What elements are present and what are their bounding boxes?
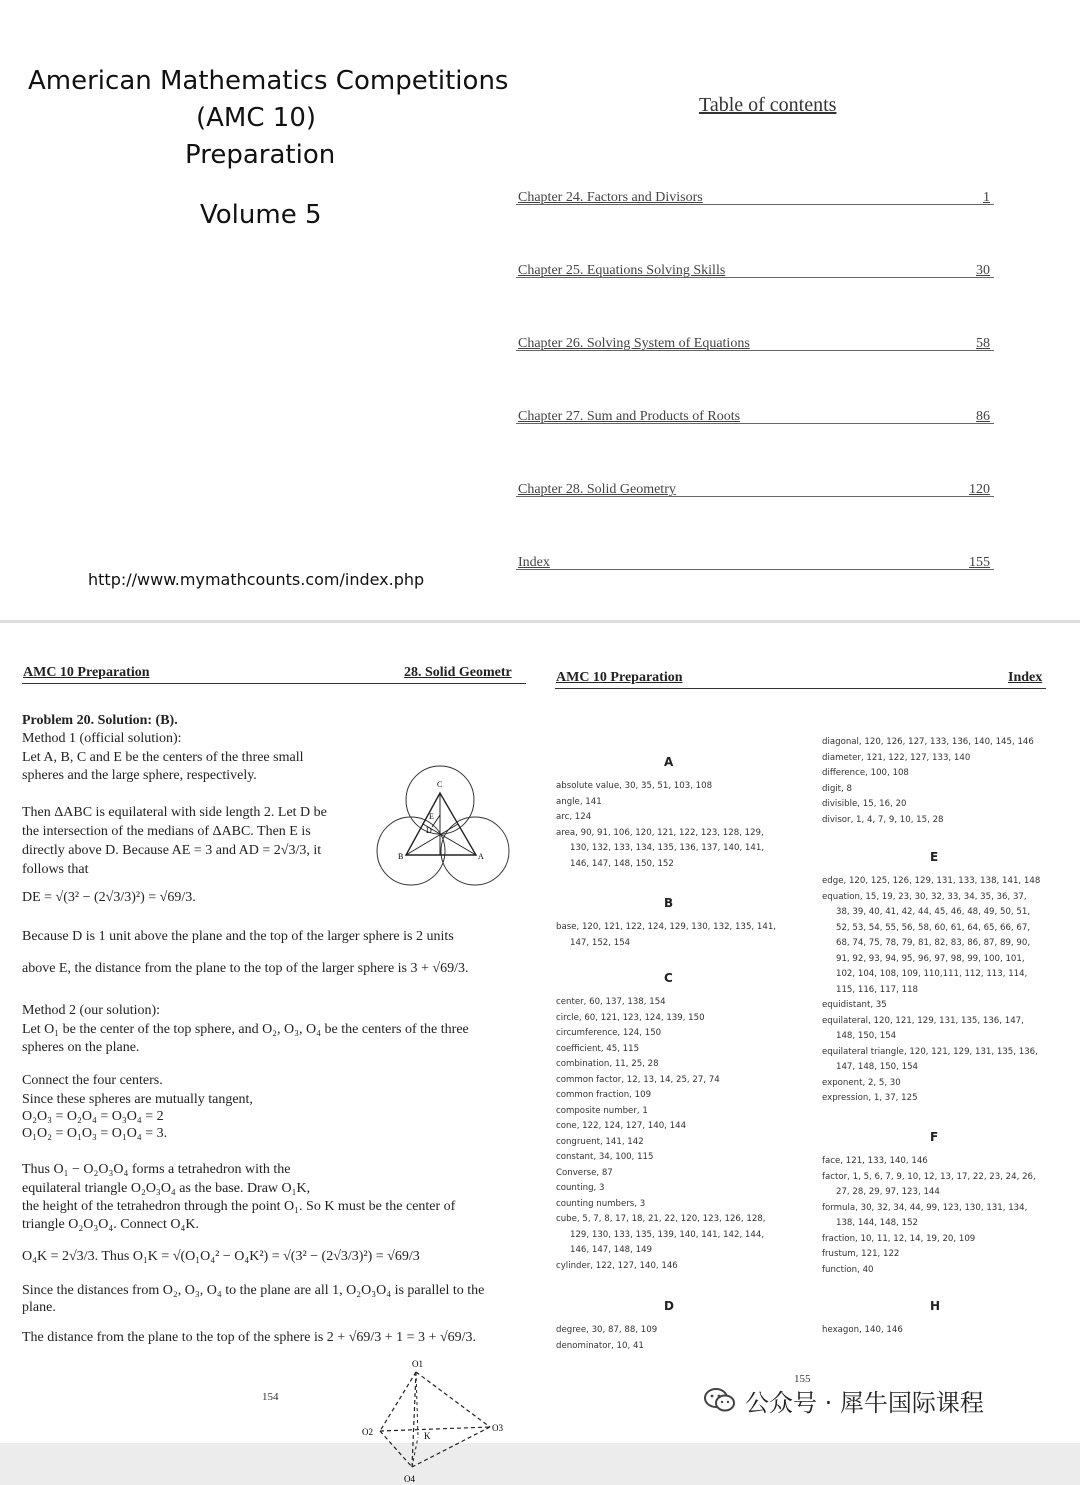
index-entry: 115, 116, 117, 118 xyxy=(836,984,919,995)
index-section xyxy=(822,874,1040,1107)
figure2-label-k: K xyxy=(424,1431,431,1441)
figure2-label-o1: O1 xyxy=(412,1359,423,1369)
index-section xyxy=(822,735,1034,828)
index-entry: expression, 1, 37, 125 xyxy=(822,1093,918,1103)
solution-line: Let O₁ be the center of the top sphere, and O₂, O₃, O₄ be the centers of the three xyxy=(22,1022,469,1037)
index-entry: circle, 60, 121, 123, 124, 139, 150 xyxy=(556,1012,705,1023)
index-entry: counting, 3 xyxy=(556,1183,605,1193)
index-entry: cone, 122, 124, 127, 140, 144 xyxy=(556,1121,687,1131)
index-entry: cylinder, 122, 127, 140, 146 xyxy=(556,1260,678,1271)
index-entry: divisible, 15, 16, 20 xyxy=(822,799,907,809)
figure1-label-e: E xyxy=(429,812,434,821)
right-header-title: AMC 10 Preparation xyxy=(556,670,683,685)
toc-heading: Table of contents xyxy=(699,94,837,116)
index-section xyxy=(556,920,776,951)
right-page-number: 155 xyxy=(794,1373,811,1385)
tetrahedron-figure xyxy=(358,1355,508,1485)
index-entry: 147, 148, 150, 154 xyxy=(836,1062,919,1072)
index-entry: equilateral triangle, 120, 121, 129, 131, 135, 136, xyxy=(822,1046,1038,1057)
right-header-rule xyxy=(555,688,1046,689)
figure1-label-a: A xyxy=(478,852,484,861)
index-entry: 27, 28, 29, 97, 123, 144 xyxy=(836,1187,940,1197)
index-letter-heading: E xyxy=(930,850,939,864)
book-spread xyxy=(0,623,1080,1484)
solution-line: the height of the tetrahedron through the point O₁. So K must be the center of xyxy=(22,1199,456,1214)
left-header-chapter: 28. Solid Geometr xyxy=(404,665,512,680)
index-entry: degree, 30, 87, 88, 109 xyxy=(556,1325,658,1335)
index-entry: diameter, 121, 122, 127, 133, 140 xyxy=(822,752,971,763)
index-entry: 38, 39, 40, 41, 42, 44, 45, 46, 48, 49, 50, 51, xyxy=(836,907,1031,917)
solution-line: Then ΔABC is equilateral with side length 2. Let D be xyxy=(22,805,327,820)
index-entry: frustum, 121, 122 xyxy=(822,1249,900,1259)
index-entry: formula, 30, 32, 34, 44, 99, 123, 130, 131, 134, xyxy=(822,1202,1028,1213)
index-entry: coefficient, 45, 115 xyxy=(556,1043,640,1054)
toc-entry-title: Chapter 26. Solving System of Equations xyxy=(518,336,750,351)
index-entry: 148, 150, 154 xyxy=(836,1031,897,1041)
solution-line: Let A, B, C and E be the centers of the three small xyxy=(22,750,304,765)
index-letter-heading: B xyxy=(664,896,674,910)
toc-entry-title: Chapter 25. Equations Solving Skills xyxy=(518,263,726,278)
index-entry: circumference, 124, 150 xyxy=(556,1028,662,1038)
solution-line: O₂O₃ = O₂O₄ = O₃O₄ = 2 xyxy=(22,1109,164,1124)
toc-entry-page: 58 xyxy=(976,336,990,351)
solution-line: Thus O₁ − O₂O₃O₄ forms a tetrahedron with the xyxy=(22,1162,291,1177)
toc-entry[interactable] xyxy=(516,472,994,497)
index-entry: equidistant, 35 xyxy=(822,1000,887,1010)
index-letter-heading: D xyxy=(664,1299,674,1313)
toc-entry[interactable] xyxy=(516,253,994,278)
toc-entry-page: 86 xyxy=(976,409,990,424)
toc-entry-title: Chapter 28. Solid Geometry xyxy=(518,482,676,497)
index-entry: digit, 8 xyxy=(822,783,852,794)
wechat-logo-icon xyxy=(703,1386,737,1414)
index-entry: fraction, 10, 11, 12, 14, 19, 20, 109 xyxy=(822,1233,976,1244)
solution-line: Because D is 1 unit above the plane and the top of the larger sphere is 2 units xyxy=(22,929,454,944)
index-entry: combination, 11, 25, 28 xyxy=(556,1059,659,1069)
index-entry: 68, 74, 75, 78, 79, 81, 82, 83, 86, 87, 89, 90, xyxy=(836,938,1031,948)
index-letter-heading: A xyxy=(664,755,674,769)
solution-line: equilateral triangle O₂O₃O₄ as the base. Draw O₁K, xyxy=(22,1181,311,1196)
solution-line: Method 1 (official solution): xyxy=(22,731,182,746)
index-entry: center, 60, 137, 138, 154 xyxy=(556,997,666,1007)
index-entry: divisor, 1, 4, 7, 9, 10, 15, 28 xyxy=(822,814,944,825)
solution-line: Since the distances from O₂, O₃, O₄ to the plane are all 1, O₂O₃O₄ is parallel to the xyxy=(22,1283,485,1298)
index-entry: 147, 152, 154 xyxy=(570,937,631,948)
index-entry: area, 90, 91, 106, 120, 121, 122, 123, 128, 129, xyxy=(556,827,764,838)
index-entry: exponent, 2, 5, 30 xyxy=(822,1077,901,1088)
index-entry: 146, 147, 148, 150, 152 xyxy=(570,858,674,869)
index-entry: difference, 100, 108 xyxy=(822,768,909,778)
index-entry: 129, 130, 133, 135, 139, 140, 141, 142, 144, xyxy=(570,1229,765,1240)
figure1-label-b: B xyxy=(398,852,404,861)
cover-page xyxy=(0,0,1080,620)
left-header-title: AMC 10 Preparation xyxy=(23,665,150,680)
index-entry: 52, 53, 54, 55, 56, 58, 60, 61, 64, 65, 66, 67, xyxy=(836,922,1031,933)
solution-line: The distance from the plane to the top of the sphere is 2 + √69/3 + 1 = 3 + √69/3. xyxy=(22,1330,477,1345)
toc-entry-page: 1 xyxy=(983,190,990,205)
index-entry: common factor, 12, 13, 14, 25, 27, 74 xyxy=(556,1074,720,1085)
solution-line: O₄K = 2√3/3. Thus O₁K = √(O₁O₄² − O₄K²) = √(3² − (2√3/3)²) = √69/3 xyxy=(22,1249,420,1264)
index-entry: 130, 132, 133, 134, 135, 136, 137, 140, 141, xyxy=(570,843,765,853)
toc-entry-title: Chapter 24. Factors and Divisors xyxy=(518,190,703,205)
figure2-label-o4: O4 xyxy=(404,1474,415,1484)
toc-entry[interactable] xyxy=(516,545,994,570)
book-title-line1: American Mathematics Competitions xyxy=(28,66,509,96)
figure1-label-d: D xyxy=(426,826,432,835)
solution-line: O₁O₂ = O₁O₃ = O₁O₄ = 3. xyxy=(22,1126,168,1141)
left-header-rule xyxy=(22,683,526,684)
index-entry: 146, 147, 148, 149 xyxy=(570,1245,653,1255)
index-entry: 102, 104, 108, 109, 110,111, 112, 113, 114, xyxy=(836,969,1028,979)
index-entry: diagonal, 120, 126, 127, 133, 136, 140, 145, 146 xyxy=(822,737,1034,747)
solution-line: triangle O₂O₃O₄. Connect O₄K. xyxy=(22,1217,199,1232)
solution-line: above E, the distance from the plane to the top of the larger sphere is 3 + √69/3. xyxy=(22,961,469,976)
index-entry: composite number, 1 xyxy=(556,1105,648,1116)
index-letter-heading: F xyxy=(930,1130,939,1144)
index-entry: denominator, 10, 41 xyxy=(556,1340,644,1351)
toc-entry[interactable] xyxy=(516,399,994,424)
index-entry: 138, 144, 148, 152 xyxy=(836,1218,919,1228)
index-entry: Converse, 87 xyxy=(556,1167,613,1178)
index-section xyxy=(822,1154,1036,1278)
spheres-figure xyxy=(374,763,514,893)
toc-entry[interactable] xyxy=(516,180,994,205)
index-section xyxy=(556,779,764,872)
toc-entry-title: Index xyxy=(518,555,550,570)
toc-entry-page: 155 xyxy=(969,555,990,570)
book-title-line2: (AMC 10) xyxy=(196,103,317,133)
website-url[interactable]: http://www.mymathcounts.com/index.php xyxy=(88,570,425,589)
index-entry: constant, 34, 100, 115 xyxy=(556,1152,654,1162)
index-entry: base, 120, 121, 122, 124, 129, 130, 132, 135, 141, xyxy=(556,922,777,932)
toc-entry[interactable] xyxy=(516,326,994,351)
volume-label: Volume 5 xyxy=(200,200,322,230)
solution-line: follows that xyxy=(22,862,89,877)
solution-line: Problem 20. Solution: (B). xyxy=(22,713,178,728)
right-header-index: Index xyxy=(1008,670,1043,685)
index-entry: factor, 1, 5, 6, 7, 9, 10, 12, 13, 17, 22, 23, 24, 26, xyxy=(822,1171,1036,1182)
solution-line: directly above D. Because AE = 3 and AD = 2√3/3, it xyxy=(22,843,322,858)
index-entry: edge, 120, 125, 126, 129, 131, 133, 138, 141, 148 xyxy=(822,876,1041,886)
index-entry: arc, 124 xyxy=(556,812,592,822)
solution-line: spheres on the plane. xyxy=(22,1040,140,1055)
index-entry: function, 40 xyxy=(822,1264,874,1275)
solution-line: plane. xyxy=(22,1300,56,1315)
figure2-label-o2: O2 xyxy=(362,1427,373,1437)
solution-line: the intersection of the medians of ΔABC. Then E is xyxy=(22,824,311,839)
index-section xyxy=(822,1323,903,1339)
toc-entry-page: 120 xyxy=(969,482,990,497)
left-page-number: 154 xyxy=(262,1391,279,1403)
index-entry: common fraction, 109 xyxy=(556,1090,652,1100)
figure2-label-o3: O3 xyxy=(492,1423,503,1433)
watermark-text: 公众号 · 犀牛国际课程 xyxy=(745,1389,984,1417)
index-entry: 91, 92, 93, 94, 95, 96, 97, 98, 99, 100, 101, xyxy=(836,953,1025,964)
index-entry: congruent, 141, 142 xyxy=(556,1136,644,1147)
toc-entry-page: 30 xyxy=(976,263,990,278)
book-title-line3: Preparation xyxy=(185,140,336,170)
index-entry: equation, 15, 19, 23, 30, 32, 33, 34, 35, 36, 37, xyxy=(822,891,1027,902)
solution-line: Connect the four centers. xyxy=(22,1073,163,1088)
index-entry: counting numbers, 3 xyxy=(556,1198,646,1209)
index-letter-heading: H xyxy=(930,1299,941,1313)
solution-line: Method 2 (our solution): xyxy=(22,1003,161,1018)
index-section xyxy=(556,995,766,1274)
index-entry: equilateral, 120, 121, 129, 131, 135, 136, 147, xyxy=(822,1015,1024,1026)
index-letter-heading: C xyxy=(664,971,673,985)
index-entry: cube, 5, 7, 8, 17, 18, 21, 22, 120, 123, 126, 128, xyxy=(556,1214,766,1224)
index-entry: absolute value, 30, 35, 51, 103, 108 xyxy=(556,781,713,791)
index-entry: hexagon, 140, 146 xyxy=(822,1325,903,1335)
solution-line: Since these spheres are mutually tangent, xyxy=(22,1092,253,1107)
toc-entry-title: Chapter 27. Sum and Products of Roots xyxy=(518,409,741,424)
index-section xyxy=(556,1323,657,1354)
solution-line: spheres and the large sphere, respectively. xyxy=(22,768,257,783)
index-entry: face, 121, 133, 140, 146 xyxy=(822,1156,928,1166)
solution-line: DE = √(3² − (2√3/3)²) = √69/3. xyxy=(22,890,196,905)
index-entry: angle, 141 xyxy=(556,796,602,807)
figure1-label-c: C xyxy=(437,780,443,789)
